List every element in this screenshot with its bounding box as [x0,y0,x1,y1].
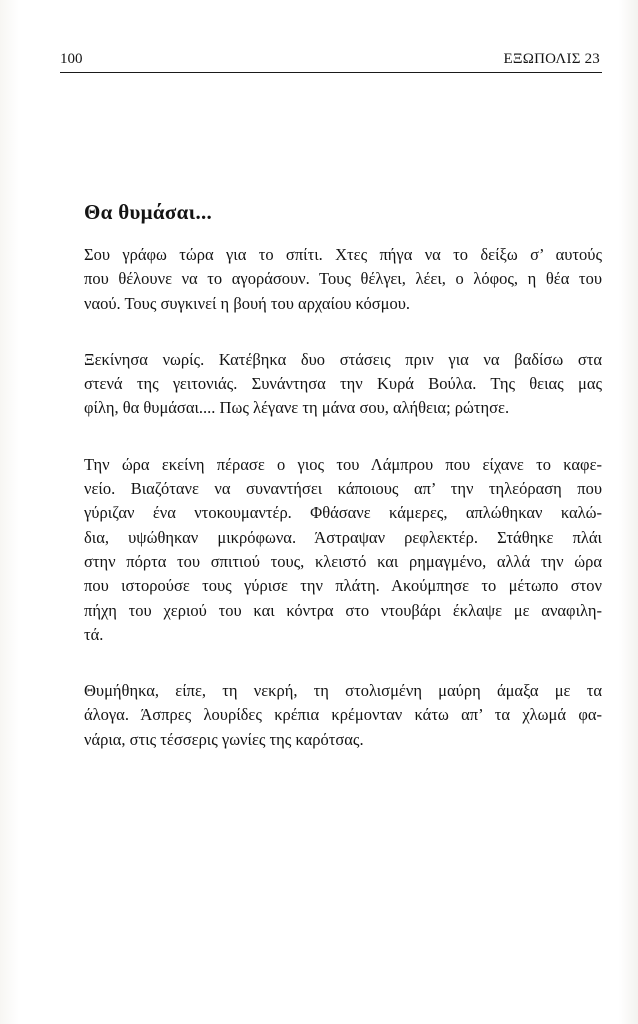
paragraph [84,679,602,752]
header-rule [60,72,602,73]
text-line: Την ώρα εκείνη πέρασε ο γιος του Λάμπρου που είχανε το καφε- [84,454,602,474]
text-line: που θέλουνε να το αγοράσουν. Τους θέλγει, λέει, ο λόφος, η θέα του [84,269,602,289]
text-line: δια, υψώθηκαν μικρόφωνα. Άστραψαν ρεφλεκτέρ. Στάθηκε πλάι [84,527,602,547]
text-line: νείο. Βιαζότανε να συναντήσει κάποιους απ’ την τηλεόραση που [84,479,602,499]
article-title: Θα θυμάσαι... [84,200,213,224]
text-line: νάρια, στις τέσσερις γωνίες της καρότσας. [84,729,364,749]
text-line: πήχη του χεριού του και κόντρα στο ντουβάρι έκλαψε με αναφιλη- [84,600,602,620]
paragraph [84,453,602,647]
text-line: στενά της γειτονιάς. Συνάντησα την Κυρά Βούλα. Της θειας μας [84,374,602,394]
text-line: Θυμήθηκα, είπε, τη νεκρή, τη στολισμένη μαύρη άμαξα με τα [84,681,602,701]
text-line: Σου γράφω τώρα για το σπίτι. Χτες πήγα να το δείξω σ’ αυτούς [84,245,602,264]
article-body [84,243,602,784]
journal-title: ΕΞΩΠΟΛΙΣ 23 [503,51,600,67]
paragraph [84,348,602,421]
text-line: ναού. Τους συγκινεί η βουή του αρχαίου κόσμου. [84,293,411,313]
text-line: τά. [84,624,104,644]
text-line: στην πόρτα του σπιτιού τους, κλειστό και ρημαγμένο, αλλά την ώρα [84,551,602,571]
text-line: γύριζαν ένα ντοκουμαντέρ. Φθάσανε κάμερες, απλώθηκαν καλώ- [84,503,602,523]
text-line: Ξεκίνησα νωρίς. Κατέβηκα δυο στάσεις πριν για να βαδίσω στα [84,349,602,369]
paragraph [84,243,602,316]
page-number: 100 [60,51,83,67]
text-line: που ιστορούσε τους γύρισε την πλάτη. Ακούμπησε το μέτωπο στον [84,576,602,596]
running-head [60,50,600,72]
text-line: άλογα. Άσπρες λουρίδες κρέπια κρέμονταν κάτω απ’ τα χλωμά φα- [84,705,602,725]
text-line: φίλη, θα θυμάσαι.... Πως λέγανε τη μάνα σου, αλήθεια; ρώτησε. [84,398,510,418]
